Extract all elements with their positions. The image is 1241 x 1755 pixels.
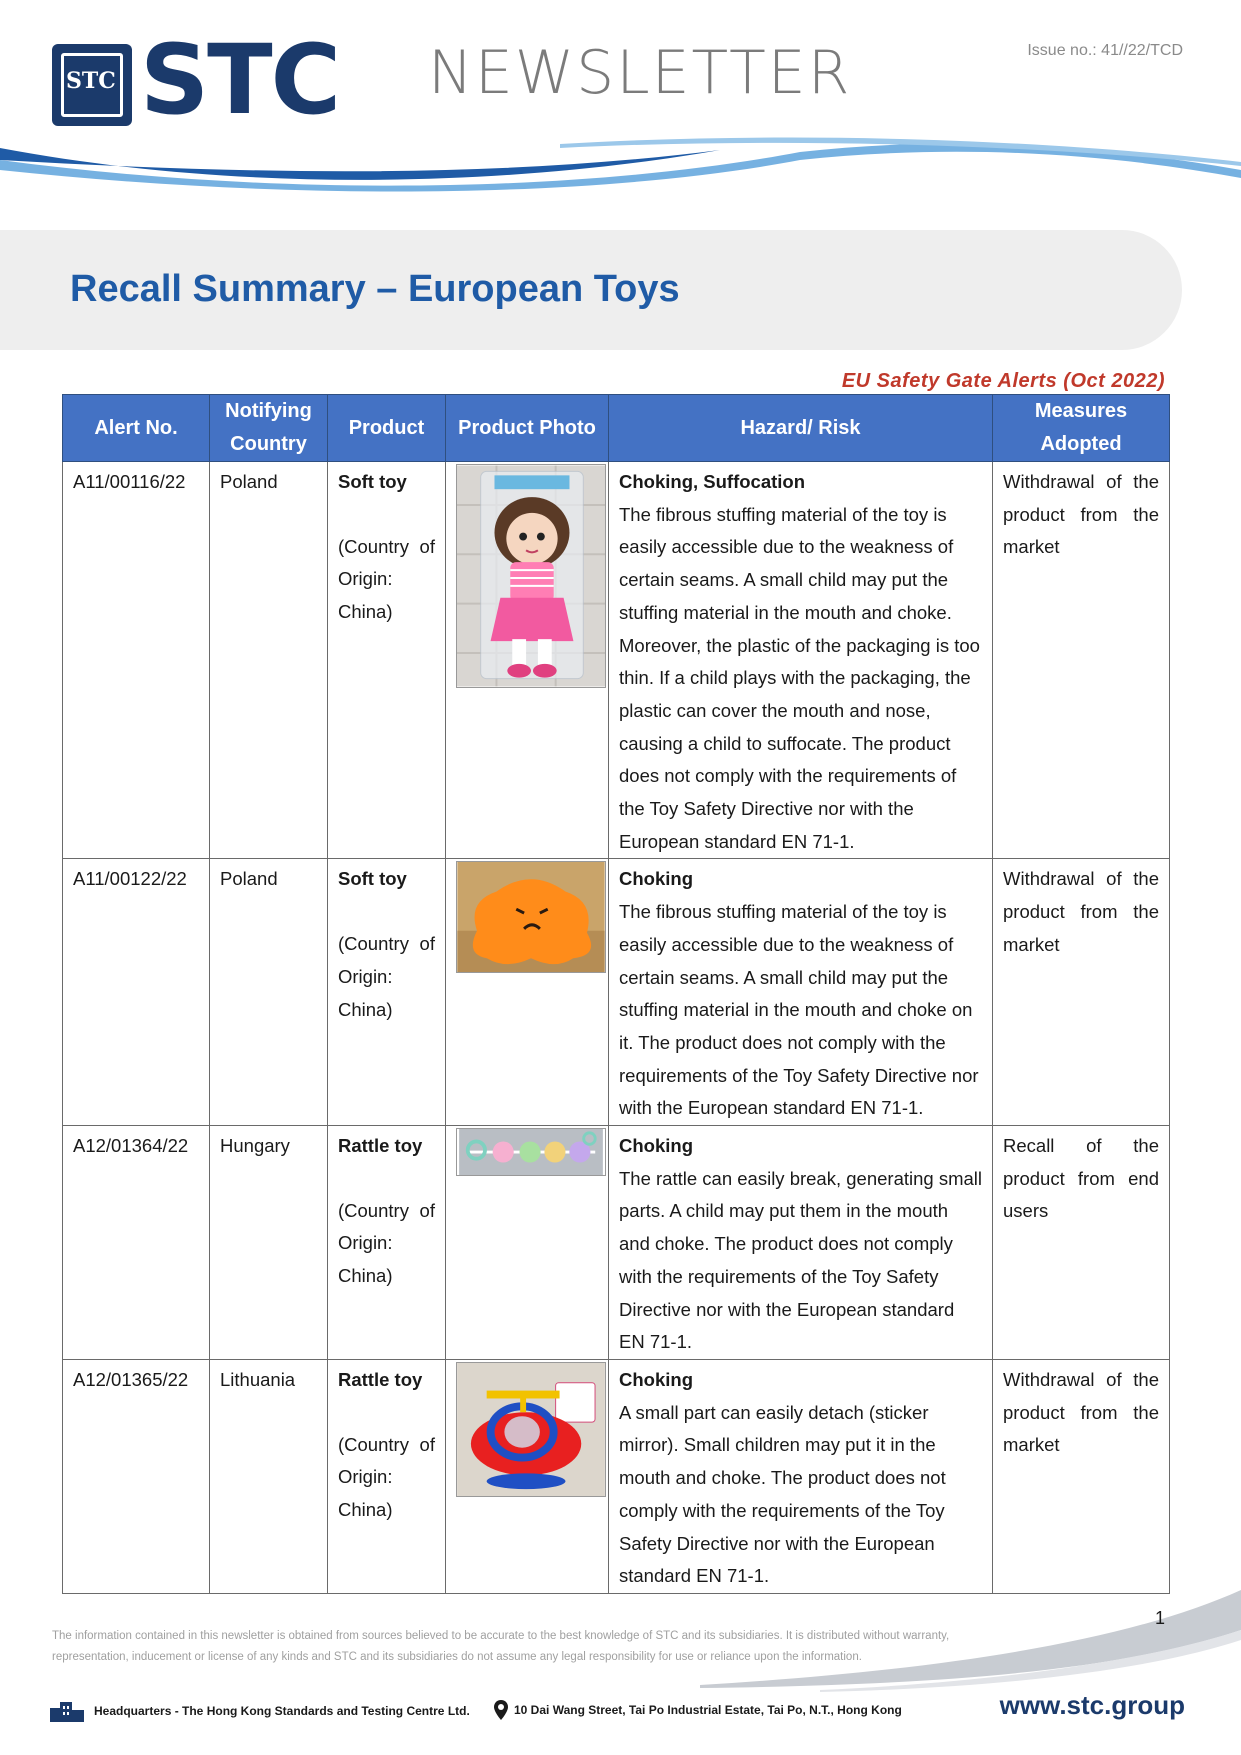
hazard-cell: [609, 1359, 993, 1593]
product-name: Soft toy: [338, 471, 407, 492]
header-swoosh: [0, 130, 1241, 200]
table-row: [63, 1359, 1170, 1593]
newsletter-label: NEWSLETTER: [428, 38, 852, 108]
photo-cell: [446, 1126, 609, 1360]
alert-no-cell: A11/00116/22: [63, 462, 210, 859]
header-product: Product: [328, 395, 446, 462]
rattle-chain-photo-icon: [456, 1128, 606, 1176]
measures-cell: Withdrawal of the product from the market: [993, 462, 1170, 859]
page-title: Recall Summary – European Toys: [70, 268, 680, 310]
product-cell: [328, 1359, 446, 1593]
issue-number: Issue no.: 41//22/TCD: [1027, 42, 1183, 59]
product-cell: [328, 859, 446, 1126]
address: [494, 1700, 902, 1720]
brand-name: STC: [140, 24, 340, 136]
product-origin: (Country of Origin: China): [338, 1199, 435, 1287]
product-cell: [328, 1126, 446, 1360]
product-origin: (Country of Origin: China): [338, 933, 435, 1020]
measures-cell: Recall of the product from end users: [993, 1126, 1170, 1360]
hazard-text: The rattle can easily break, generating small parts. A child may put them in the mouth and choke. The product does not comply with the requirements of the Toy Safety Directive nor with the European standard EN 71-1.: [619, 1167, 982, 1353]
recall-table: [62, 394, 1170, 1594]
product-name: Soft toy: [338, 868, 407, 890]
measures-cell: Withdrawal of the product from the market: [993, 1359, 1170, 1593]
product-cell: [328, 462, 446, 859]
product-origin: (Country of Origin: China): [338, 1433, 435, 1521]
header-hazard: Hazard/ Risk: [609, 395, 993, 462]
logo-glyph: STC: [66, 68, 116, 94]
country-cell: Poland: [210, 462, 328, 859]
location-pin-icon: [494, 1700, 508, 1720]
building-icon: [48, 1700, 86, 1722]
product-name: Rattle toy: [338, 1135, 423, 1157]
header-photo: Product Photo: [446, 395, 609, 462]
octopus-plush-photo-icon: [456, 861, 606, 973]
website-link[interactable]: www.stc.group: [999, 1690, 1185, 1720]
hazard-cell: [609, 462, 993, 859]
subtitle: EU Safety Gate Alerts (Oct 2022): [841, 370, 1165, 392]
stc-logo-icon: [52, 44, 132, 126]
hazard-text: The fibrous stuffing material of the toy is easily accessible due to the weakness of certain seams. A small child may put the stuffing material in the mouth and choke. Moreover, the plastic of the packaging is too thin. If a child plays with the packaging, the plastic can cover the mouth and nose, causing a child to suffocate. The product does not comply with the requirements of the Toy Safety Directive nor with the European standard EN 71-1.: [619, 503, 980, 852]
address-text: 10 Dai Wang Street, Tai Po Industrial Estate, Tai Po, N.T., Hong Kong: [514, 1703, 902, 1717]
country-cell: Lithuania: [210, 1359, 328, 1593]
hazard-cell: [609, 859, 993, 1126]
country-cell: Poland: [210, 859, 328, 1126]
country-cell: Hungary: [210, 1126, 328, 1360]
hazard-text: A small part can easily detach (sticker mirror). Small children may put it in the mouth and choke. The product does not comply with the requirements of the Toy Safety Directive nor with the European standard EN 71-1.: [619, 1401, 946, 1587]
measures-cell: Withdrawal of the product from the market: [993, 859, 1170, 1126]
photo-cell: [446, 462, 609, 859]
doll-photo-icon: [456, 464, 606, 688]
hazard-title: Choking, Suffocation: [619, 471, 806, 492]
headquarters: [48, 1700, 470, 1722]
photo-cell: [446, 1359, 609, 1593]
hazard-title: Choking: [619, 1368, 693, 1390]
table-row: [63, 859, 1170, 1126]
page-number: 1: [1154, 1608, 1165, 1628]
product-origin: (Country of Origin: China): [338, 535, 435, 623]
photo-cell: [446, 859, 609, 1126]
hazard-title: Choking: [619, 868, 693, 890]
helicopter-rattle-photo-icon: [456, 1362, 606, 1497]
table-row: [63, 1126, 1170, 1360]
alert-no-cell: A12/01365/22: [63, 1359, 210, 1593]
hq-text: Headquarters - The Hong Kong Standards and Testing Centre Ltd.: [94, 1704, 470, 1718]
hazard-title: Choking: [619, 1135, 693, 1157]
hazard-text: The fibrous stuffing material of the toy is easily accessible due to the weakness of certain seams. A small child may put the stuffing material in the mouth and choke on it. The product does not comply with the requirements of the Toy Safety Directive nor with the European standard EN 71-1.: [619, 901, 979, 1119]
header-country: Notifying Country: [210, 395, 328, 462]
hazard-cell: [609, 1126, 993, 1360]
alert-no-cell: A12/01364/22: [63, 1126, 210, 1360]
header-measures: Measures Adopted: [993, 395, 1170, 462]
alert-no-cell: A11/00122/22: [63, 859, 210, 1126]
header-alert-no: Alert No.: [63, 395, 210, 462]
table-row: [63, 462, 1170, 859]
disclaimer: The information contained in this newsletter is obtained from sources believed to be accurate to the best knowledge of STC and its subsidiaries. It is distributed without warranty, representation, inducement or license of any kinds and STC and its subsidiaries do not assume any legal responsibility for use or reliance upon the information.: [52, 1630, 950, 1663]
product-name: Rattle toy: [338, 1368, 423, 1390]
table-header-row: [63, 395, 1170, 462]
